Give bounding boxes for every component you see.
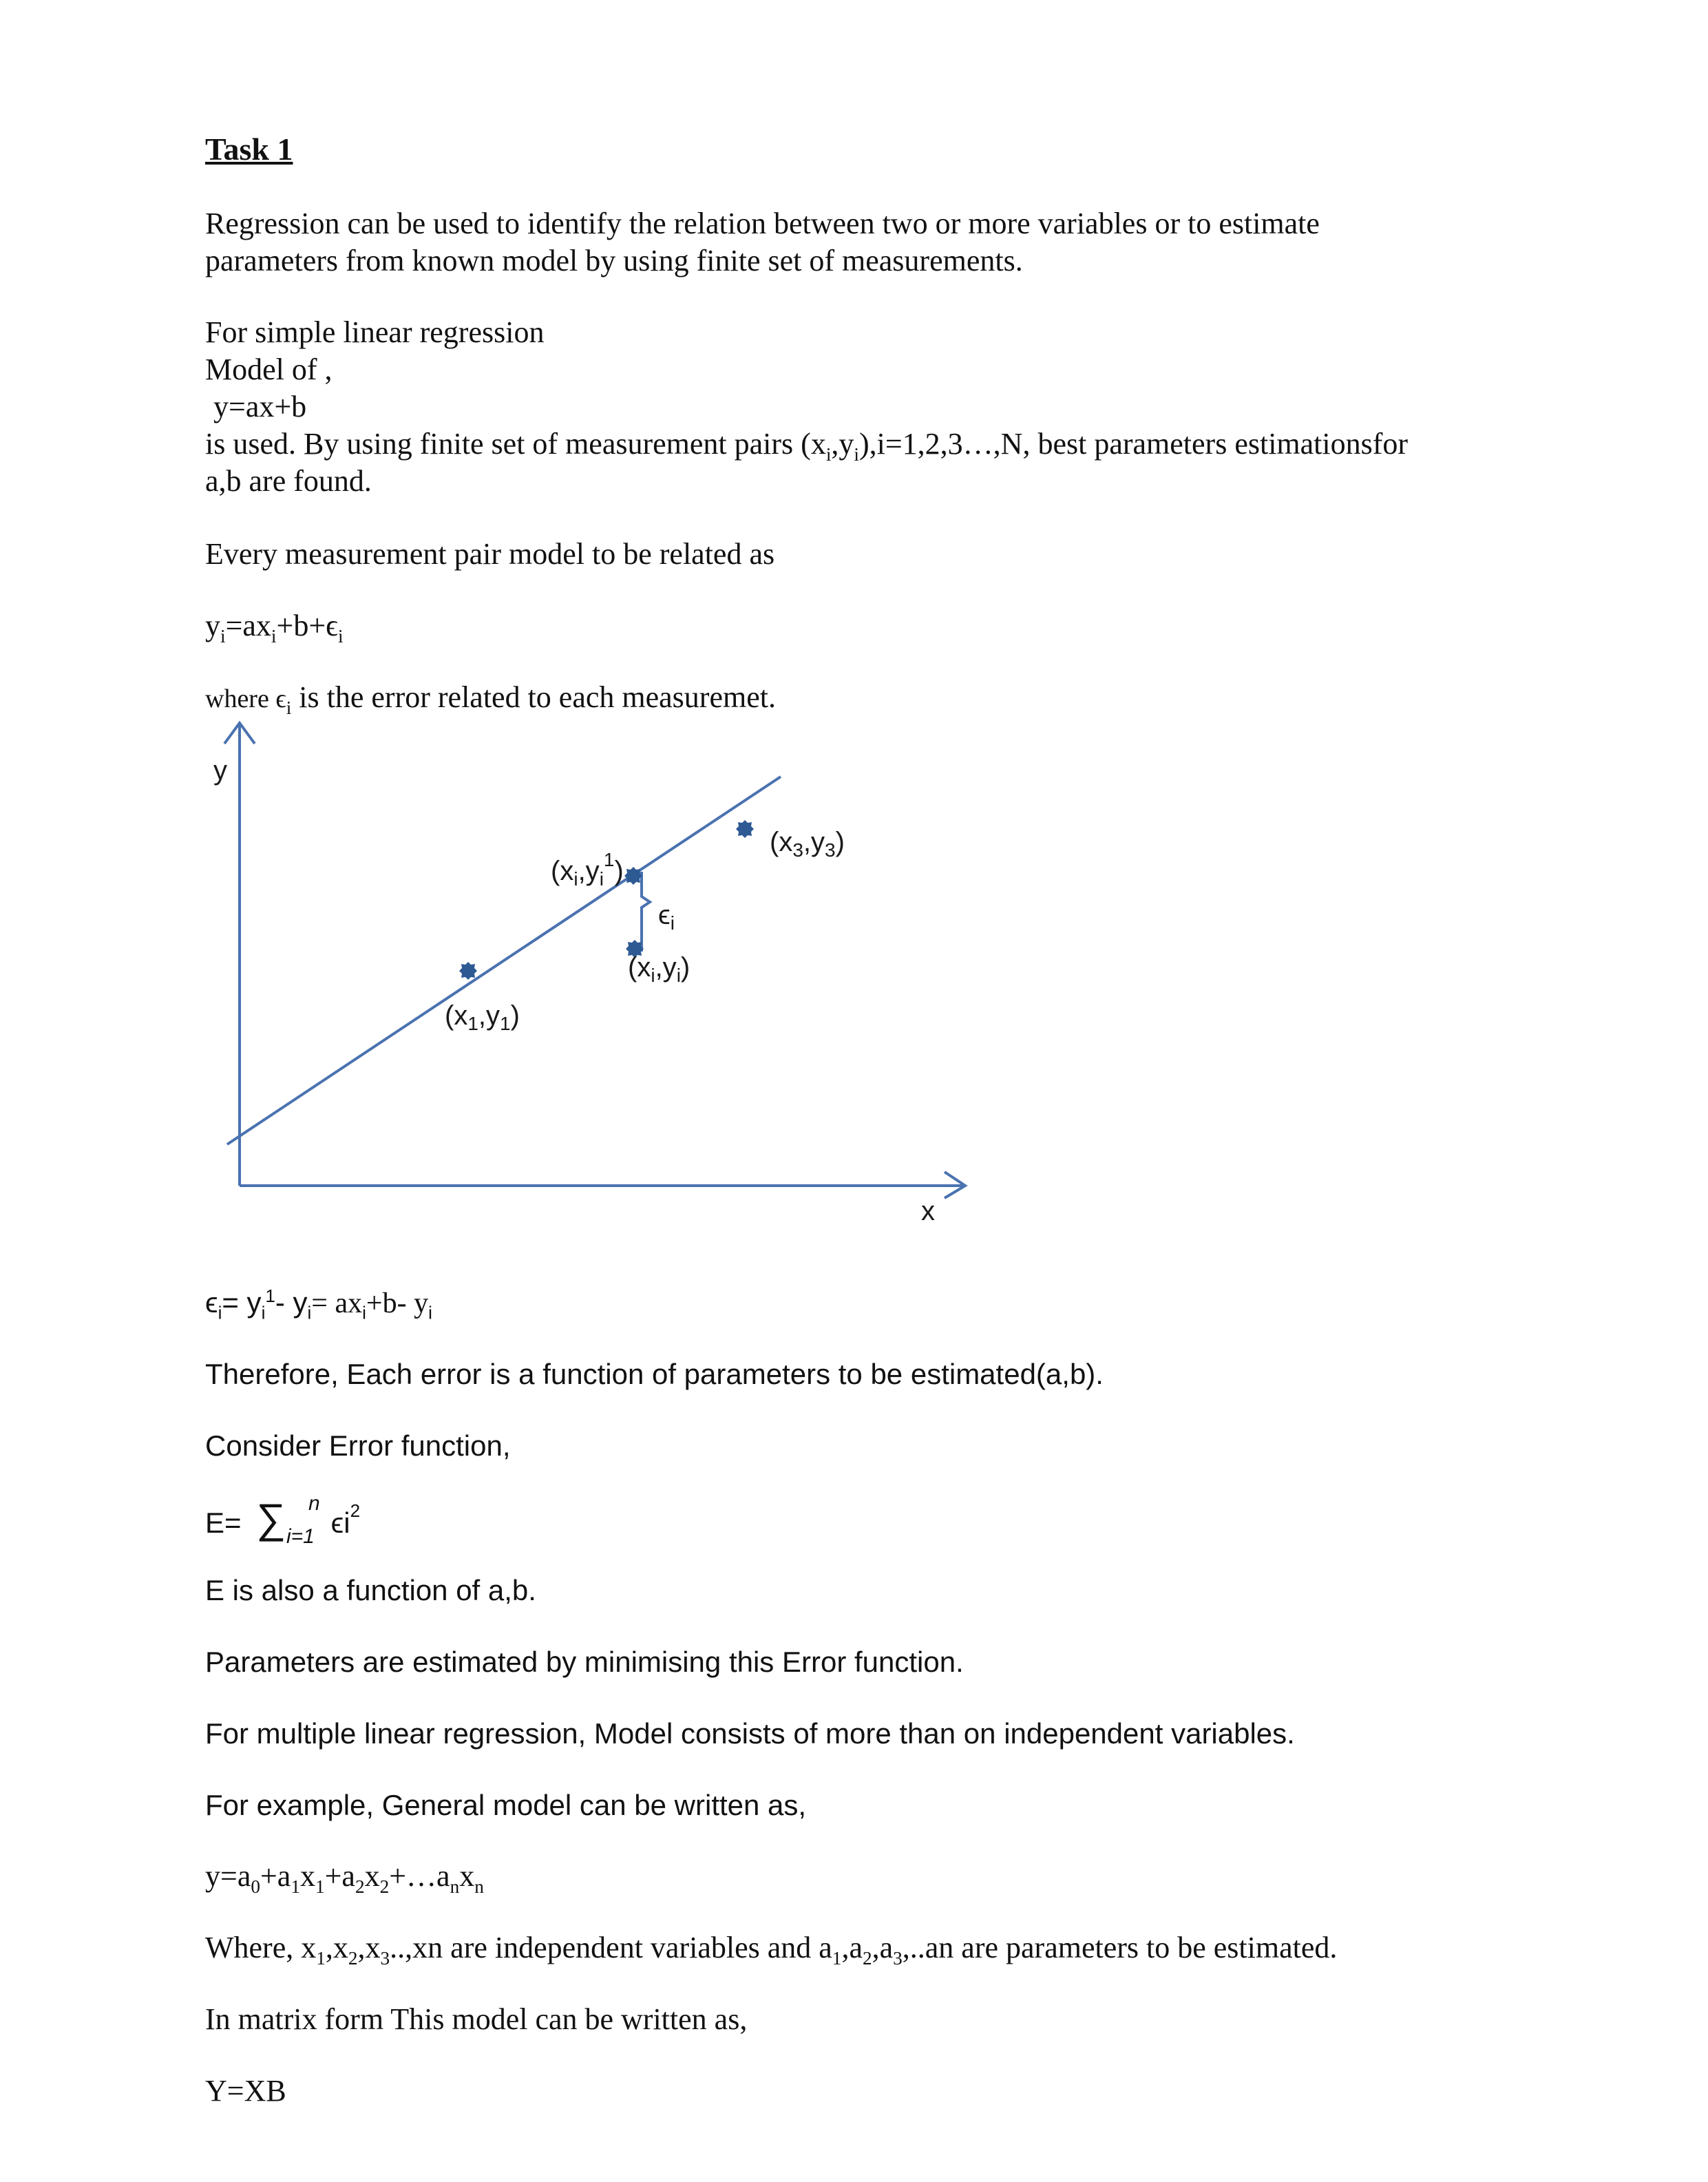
relation-equation: $y_i=ax_i+b+\epsilon_i$ xyxy=(205,609,344,647)
point-i-label: $(x_i,y_i)$ xyxy=(628,952,690,986)
measurement-pairs-line: is used. By using finite set of measurement pairs $(x_i,y_i),i=1,2,3\dots,N$, best parameters estimationsfor xyxy=(205,427,1409,465)
error-bracket xyxy=(632,873,650,950)
e-function-paragraph: E is also a function of a,b. xyxy=(205,1574,536,1606)
regression-line xyxy=(227,777,781,1144)
consider-paragraph: Consider Error function, xyxy=(205,1429,511,1462)
minimise-paragraph: Parameters are estimated by minimising this Error function. xyxy=(205,1646,964,1678)
sum-equation: E= ∑ n i=1 $\epsilon i^2$ xyxy=(205,1492,361,1548)
data-point-1 xyxy=(459,962,477,980)
linear-model-equation: y=ax+b xyxy=(213,390,307,423)
matrix-form-paragraph: In matrix form This model can be written as, xyxy=(205,2002,748,2036)
fitted-point-label: $(x_i,y_i^1)$ xyxy=(551,849,624,890)
model-of-line: Model of , xyxy=(205,353,333,386)
error-definition-line: where $\epsilon_i$ is the error related to each measuremet. xyxy=(205,680,776,718)
point-1-label: $(x_1,y_1)$ xyxy=(445,1000,520,1034)
epsilon-label: $\epsilon_i$ xyxy=(658,900,675,934)
simple-regression-heading: For simple linear regression xyxy=(205,315,545,349)
example-paragraph: For example, General model can be written as, xyxy=(205,1789,807,1821)
error-equation: $\epsilon_i= y_i^1-$ $y_i= ax_i+b-$ $y_i$ xyxy=(205,1286,432,1323)
fitted-point-i xyxy=(624,867,642,885)
intro-line-2: parameters from known model by using finite set of measurements. xyxy=(205,244,1023,277)
x-axis-label: x xyxy=(921,1196,935,1226)
parameters-found-line: a,b are found. xyxy=(205,464,372,498)
general-model-equation: $y=a_0+a_1x_1+a_2x_2+\dots a_nx_n$ xyxy=(205,1859,484,1897)
multiple-regression-paragraph: For multiple linear regression, Model consists of more than on independent variables. xyxy=(205,1717,1295,1750)
relation-text: Every measurement pair model to be related as xyxy=(205,537,775,571)
matrix-equation: Y=XB xyxy=(205,2074,286,2108)
y-axis-label: y xyxy=(213,755,227,786)
point-3-label: $(x_3,y_3)$ xyxy=(770,827,845,861)
therefore-paragraph: Therefore, Each error is a function of parameters to be estimated(a,b). xyxy=(205,1358,1104,1390)
variables-description: Where, $x_1,x_2,x_3..,xn$ are independent variables and $a_1,a_2,a_3,..an$ are parameters to be estimated. xyxy=(205,1931,1338,1969)
data-point-3 xyxy=(736,820,754,838)
intro-line-1: Regression can be used to identify the relation between two or more variables or to estimate xyxy=(205,207,1320,240)
page-title: Task 1 xyxy=(205,132,293,167)
